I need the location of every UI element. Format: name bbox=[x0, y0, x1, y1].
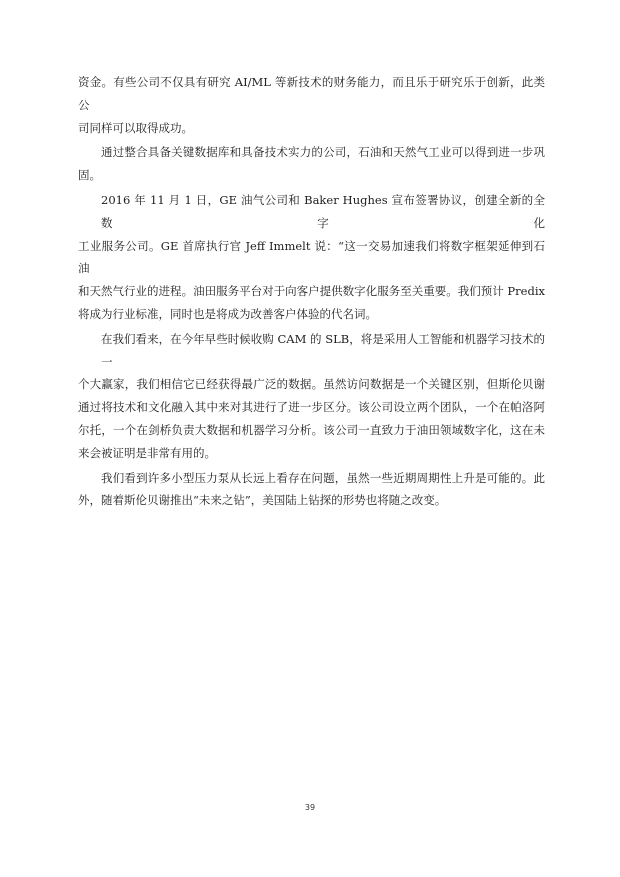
paragraph-line: 通过整合具备关键数据库和具备技术实力的公司，石油和天然气工业可以得到进一步巩 bbox=[101, 145, 545, 160]
paragraph-line: 个大赢家，我们相信它已经获得最广泛的数据。虽然访问数据是一个关键区别，但斯伦贝谢 bbox=[78, 377, 545, 392]
paragraph-line: 来会被证明是非常有用的。 bbox=[78, 445, 216, 460]
paragraph-line: 尔托，一个在剑桥负责大数据和机器学习分析。该公司一直致力于油田领域数字化，这在未 bbox=[78, 422, 545, 437]
paragraph bbox=[78, 71, 545, 139]
paragraph bbox=[78, 328, 545, 465]
paragraph-line: 固。 bbox=[78, 168, 101, 183]
paragraph-line: 将成为行业标准，同时也是将成为改善客户体验的代名词。 bbox=[78, 306, 377, 321]
paragraph-line: 司同样可以取得成功。 bbox=[78, 120, 193, 135]
paragraph-line: 通过将技术和文化融入其中来对其进行了进一步区分。该公司设立两个团队，一个在帕洛阿 bbox=[78, 400, 545, 415]
paragraph-line: 和天然气行业的进程。油田服务平台对于向客户提供数字化服务至关重要。我们预计 Predix bbox=[78, 284, 545, 299]
paragraph-line: 2016 年 11 月 1 日，GE 油气公司和 Baker Hughes 宣布签署协议，创建全新的全数字化 bbox=[101, 192, 545, 230]
paragraph-line: 外，随着斯伦贝谢推出“未来之钻”，美国陆上钻探的形势也将随之改变。 bbox=[78, 493, 447, 508]
page-number: 39 bbox=[304, 803, 316, 812]
paragraph bbox=[78, 189, 545, 326]
paragraph-line: 资金。有些公司不仅具有研究 AI/ML 等新技术的财务能力，而且乐于研究乐于创新，此类公 bbox=[78, 75, 545, 112]
paragraph-line: 我们看到许多小型压力泵从长远上看存在问题，虽然一些近期周期性上升是可能的。此 bbox=[101, 470, 545, 485]
page-body bbox=[78, 71, 545, 514]
paragraph bbox=[78, 467, 545, 513]
paragraph-line: 工业服务公司。GE 首席执行官 Jeff Immelt 说：“这一交易加速我们将数字框架延伸到石油 bbox=[78, 238, 545, 276]
paragraph bbox=[78, 141, 545, 187]
paragraph-line: 在我们看来，在今年早些时候收购 CAM 的 SLB，将是采用人工智能和机器学习技术的一 bbox=[101, 331, 545, 369]
